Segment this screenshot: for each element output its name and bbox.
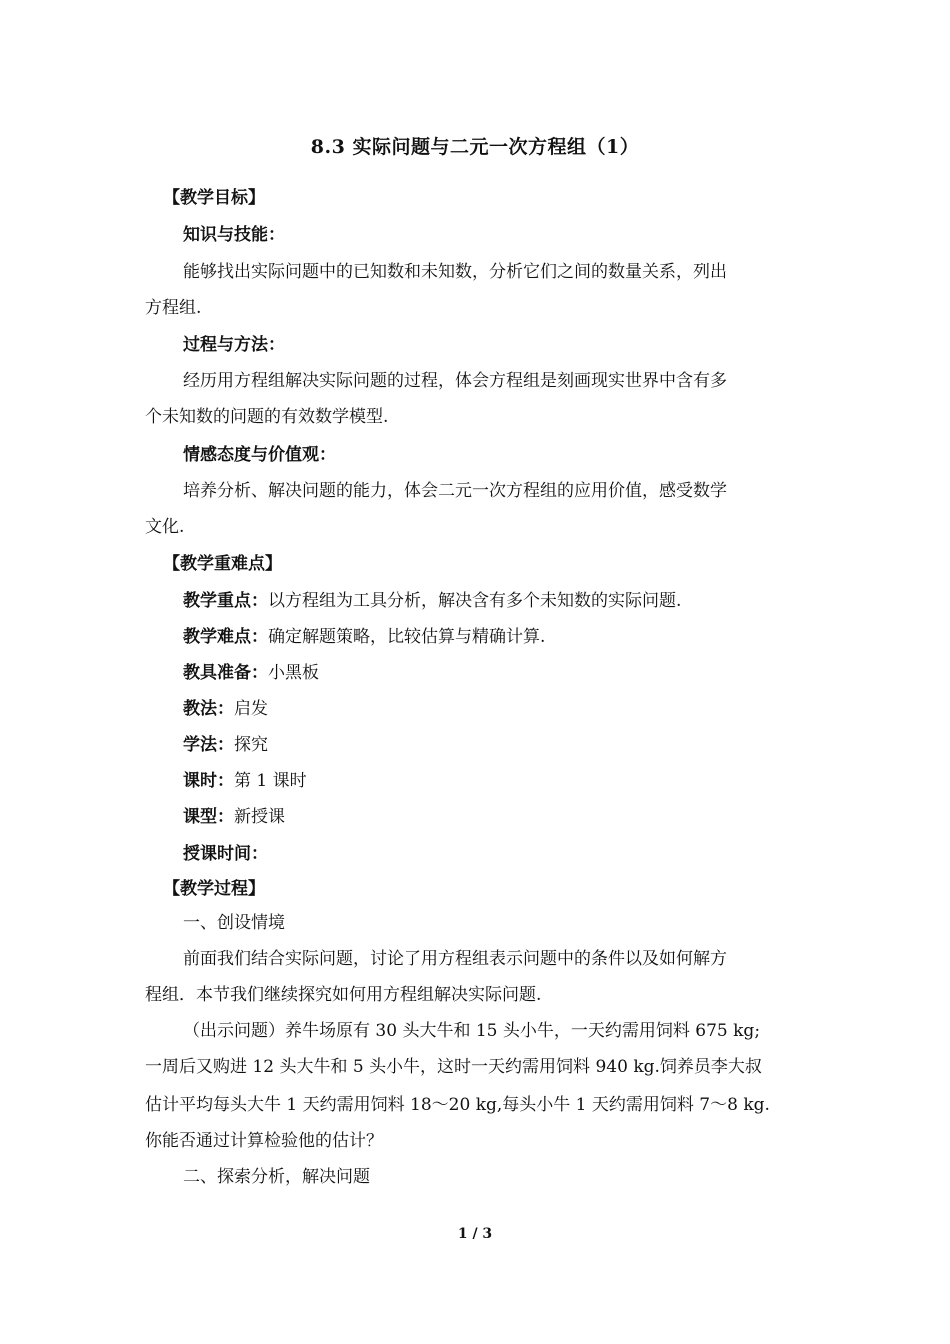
knowledge-text-line2: 方程组. [145,298,202,318]
problem-line2: 一周后又购进 12 头大牛和 5 头小牛，这时一天约需用饲料 940 kg.饲养员李大叔 [145,1057,762,1077]
paragraph1-line2: 程组．本节我们继续探究如何用方程组解决实际问题. [145,985,542,1005]
emotion-text-line2: 文化. [145,517,185,537]
teaching-method [183,697,863,721]
tools [183,661,863,685]
knowledge-text-line1: 能够找出实际问题中的已知数和未知数，分析它们之间的数量关系，列出 [183,262,727,282]
step1-heading: 一、创设情境 [183,913,285,933]
emotion-label: 情感态度与价值观： [183,445,336,465]
study-method [183,733,863,757]
process-text-line1: 经历用方程组解决实际问题的过程，体会方程组是刻画现实世界中含有多 [183,371,727,391]
paragraph1-line1: 前面我们结合实际问题，讨论了用方程组表示问题中的条件以及如何解方 [183,949,727,969]
process-text-line2: 个未知数的问题的有效数学模型. [145,407,389,427]
problem-line3: 估计平均每头大牛 1 天约需用饲料 18～20 kg,每头小牛 1 天约需用饲料 7～8 kg. [145,1095,770,1115]
difficult-point-text: 确定解题策略，比较估算与精确计算. [268,627,546,647]
keypoints-header: 【教学重难点】 [163,554,282,574]
key-point [183,589,863,613]
process-method-label: 过程与方法： [183,335,285,355]
problem-line1: （出示问题）养牛场原有 30 头大牛和 15 头小牛，一天约需用饲料 675 kg; [183,1021,761,1041]
tools-label: 教具准备： [183,663,268,683]
study-method-label: 学法： [183,735,234,755]
class-type-text: 新授课 [234,807,285,827]
class-hours-text: 第 1 课时 [234,771,307,791]
step2-heading: 二、探索分析，解决问题 [183,1167,370,1187]
class-time-label: 授课时间： [183,844,268,864]
difficult-point [183,625,863,649]
page-number: 1 / 3 [457,1226,493,1242]
objectives-header: 【教学目标】 [163,188,265,208]
class-hours-label: 课时： [183,771,234,791]
knowledge-label: 知识与技能： [183,225,285,245]
teaching-process-header: 【教学过程】 [163,879,265,899]
key-point-text: 以方程组为工具分析，解决含有多个未知数的实际问题. [268,591,682,611]
teaching-method-text: 启发 [234,699,268,719]
difficult-point-label: 教学难点： [183,627,268,647]
emotion-text-line1: 培养分析、解决问题的能力，体会二元一次方程组的应用价值，感受数学 [183,481,727,501]
class-hours [183,769,863,793]
tools-text: 小黑板 [268,663,319,683]
teaching-method-label: 教法： [183,699,234,719]
key-point-label: 教学重点： [183,591,268,611]
class-type-label: 课型： [183,807,234,827]
study-method-text: 探究 [234,735,268,755]
page-title: 8.3 实际问题与二元一次方程组（1） [310,136,640,158]
problem-line4: 你能否通过计算检验他的估计？ [145,1131,383,1151]
class-type [183,805,863,829]
